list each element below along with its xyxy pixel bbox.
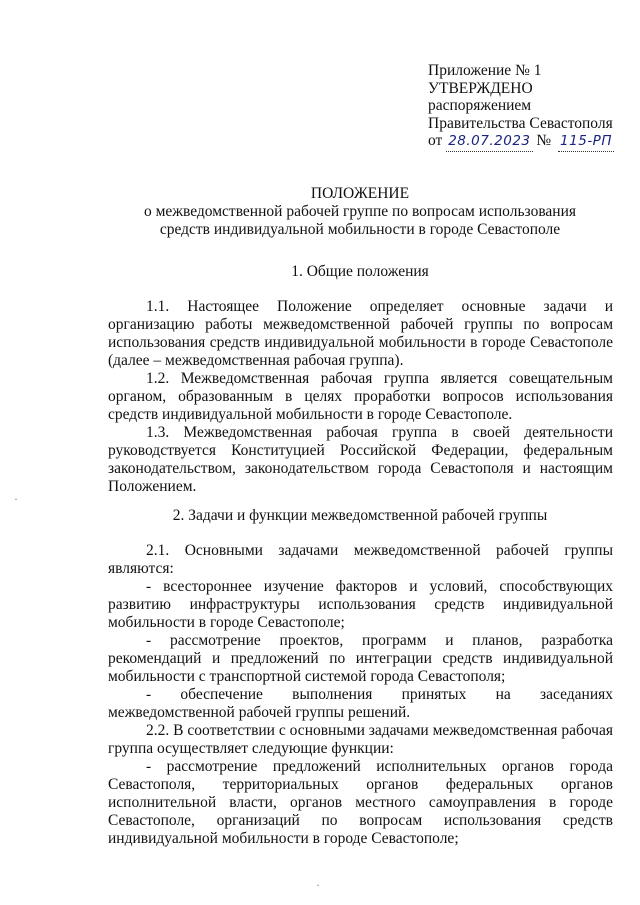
paragraph-2-2: 2.2. В соответствии с основными задачами межведомственная рабочая группа осуществляет следующие функции: (108, 722, 613, 757)
paragraph-1-1: 1.1. Настоящее Положение определяет основные задачи и организацию работы межведомственной рабочей группы по вопросам использования средств индивидуальной мобильности в городе Севастополе (далее – межведомственная рабочая группа). (108, 298, 613, 369)
paragraph-1-2: 1.2. Межведомственная рабочая группа является совещательным органом, образованным в целях проработки вопросов использования средств индивидуальной мобильности в городе Севастополе. (108, 370, 613, 423)
paragraph-2-1: 2.1. Основными задачами межведомственной рабочей группы являются: (108, 542, 613, 577)
paragraph-1-3: 1.3. Межведомственная рабочая группа в своей деятельности руководствуется Конституцией Российской Федерации, федеральным законодательством, законодательством города Севастополя и настоящим Положением. (108, 424, 613, 495)
document-subtitle-line-2: средств индивидуальной мобильности в городе Севастополе (159, 221, 561, 238)
scan-speck: · (14, 492, 18, 506)
date-number-line (428, 132, 628, 152)
from-label: от (428, 132, 443, 149)
government-label: Правительства Севастополя (428, 114, 613, 132)
section-2-body (108, 542, 613, 848)
document-title: ПОЛОЖЕНИЕ (310, 185, 410, 202)
handwritten-number: 115-РП (558, 133, 614, 152)
approved-label: УТВЕРЖДЕНО (428, 79, 533, 97)
appendix-label: Приложение № 1 (428, 62, 542, 79)
number-label: № (536, 132, 552, 149)
scan-speck: · (316, 878, 320, 892)
handwritten-date: 28.07.2023 (446, 133, 532, 152)
section-1-body (108, 298, 613, 496)
list-item: - всестороннее изучение факторов и условий, способствующих развитию инфраструктуры использования средств индивидуальной мобильности в городе Севастополе; (108, 578, 613, 631)
approval-block (428, 62, 628, 152)
list-item: - рассмотрение предложений исполнительных органов города Севастополя, территориальных органов федеральных органов исполнительной власти, органов местного самоуправления в городе Севастополе, организаций по вопросам использования средств индивидуальной мобильности в городе Севастополе; (108, 758, 613, 847)
list-item: - рассмотрение проектов, программ и планов, разработка рекомендаций и предложений по интеграции средств индивидуальной мобильности с транспортной системой города Севастополя; (108, 632, 613, 685)
list-item: - обеспечение выполнения принятых на заседаниях межведомственной рабочей группы решений. (108, 686, 613, 721)
section-2-heading: 2. Задачи и функции межведомственной рабочей группы (172, 507, 548, 524)
section-1-heading: 1. Общие положения (291, 263, 429, 280)
order-label: распоряжением (428, 97, 532, 114)
document-subtitle-line-1: о межведомственной рабочей группе по вопросам использования (143, 203, 577, 220)
